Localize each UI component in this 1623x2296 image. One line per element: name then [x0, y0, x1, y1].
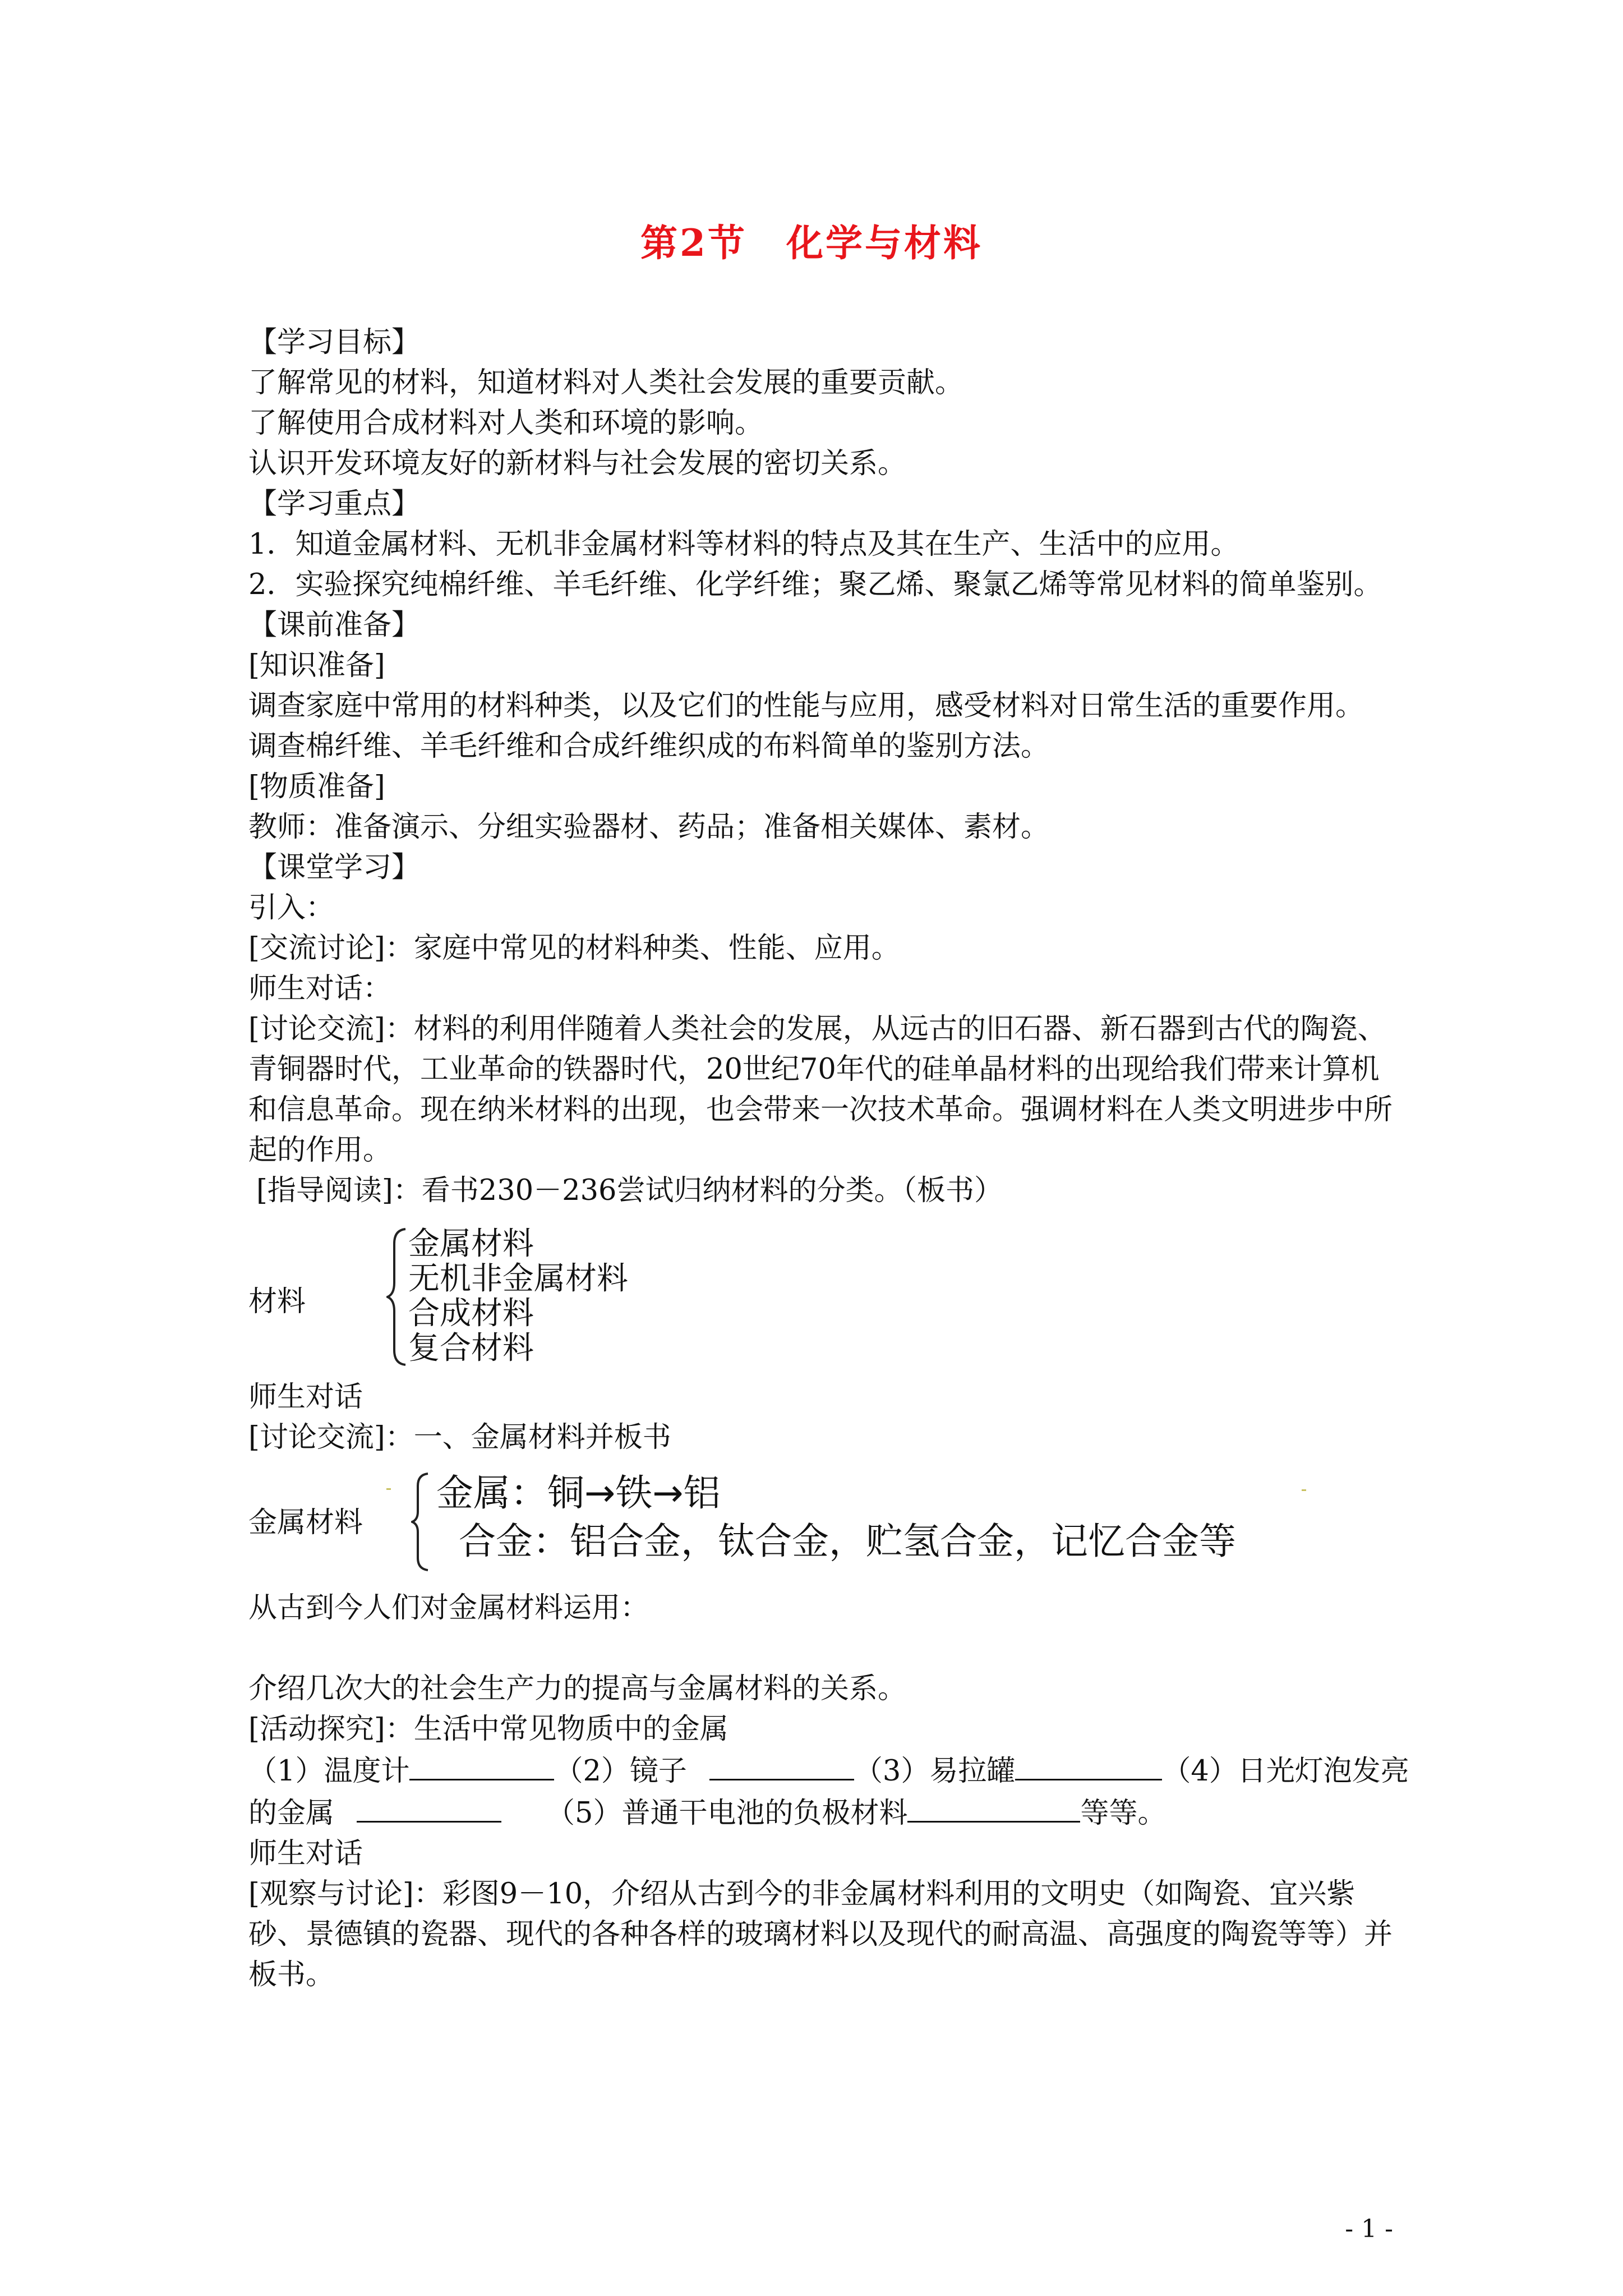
diagram-items	[408, 1227, 628, 1366]
key-item: 2．实验探究纯棉纤维、羊毛纤维、化学纤维；聚乙烯、聚氯乙烯等常见材料的简单鉴别。	[248, 568, 1382, 601]
answer-blank-3[interactable]	[1015, 1750, 1162, 1780]
knowledge-item: 调查家庭中常用的材料种类，以及它们的性能与应用，感受材料对日常生活的重要作用。	[248, 689, 1364, 723]
knowledge-prep-label: [知识准备]	[248, 649, 385, 682]
question-2: （2）镜子	[554, 1755, 687, 1788]
answer-blank-5[interactable]	[907, 1792, 1080, 1823]
knowledge-item: 调查棉纤维、羊毛纤维和合成纤维织成的布料简单的鉴别方法。	[248, 730, 1050, 763]
class-heading: 【课堂学习】	[248, 851, 421, 884]
discussion-1: [交流讨论]：家庭中常见的材料种类、性能、应用。	[248, 932, 900, 965]
answer-blank-1[interactable]	[409, 1750, 554, 1780]
scan-mark	[386, 1488, 391, 1490]
question-1: （1）温度计	[248, 1755, 410, 1788]
observe-discussion: [观察与讨论]：彩图9－10，介绍从古到今的非金属材料利用的文明史（如陶瓷、宜兴紫砂、景德镇的瓷器、现代的各种各样的玻璃材料以及现代的耐高温、高强度的陶瓷等等）并板书。	[248, 1878, 1393, 1991]
dialog-label: 师生对话	[248, 1381, 363, 1414]
answer-blank-4[interactable]	[357, 1792, 501, 1823]
metal-materials-diagram	[248, 1469, 1393, 1581]
diagram-item: 金属材料	[408, 1226, 534, 1262]
discussion-2: [讨论交流]：材料的利用伴随着人类社会的发展，从远古的旧石器、新石器到古代的陶瓷、青铜器时代，工业革命的铁器时代，20世纪70年代的硅单晶材料的出现给我们带来计算机和信息革命。现在纳米材料的出现，也会带来一次技术革命。强调材料在人类文明进步中所起的作用。	[248, 1013, 1393, 1167]
question-4-continued: 的金属	[248, 1797, 335, 1830]
prep-heading: 【课前准备】	[248, 609, 421, 642]
diagram-line-alloys: 合金：铝合金，钛合金，贮氢合金，记忆合金等	[459, 1520, 1236, 1563]
diagram-label: 金属材料	[248, 1506, 363, 1539]
question-5: （5）普通干电池的负极材料	[546, 1797, 908, 1830]
diagram-item: 合成材料	[408, 1295, 534, 1332]
material-prep-label: [物质准备]	[248, 770, 385, 803]
diagram-item: 无机非金属材料	[408, 1260, 628, 1297]
etc-text: 等等。	[1080, 1797, 1166, 1830]
left-brace-icon	[411, 1471, 431, 1572]
goal-item: 认识开发环境友好的新材料与社会发展的密切关系。	[248, 447, 907, 480]
fill-in-questions-row-2	[248, 1792, 1393, 1834]
question-4: （4）日光灯泡发亮	[1162, 1755, 1409, 1788]
teacher-prep: 教师：准备演示、分组实验器材、药品；准备相关媒体、素材。	[248, 811, 1050, 844]
materials-classification-diagram	[248, 1226, 1393, 1372]
intro-line: 介绍几次大的社会生产力的提高与金属材料的关系。	[248, 1672, 907, 1705]
diagram-line-metals: 金属：铜→铁→铝	[436, 1471, 721, 1515]
dialog-label: 师生对话：	[248, 972, 392, 1005]
answer-blank-2[interactable]	[709, 1750, 854, 1780]
goals-heading: 【学习目标】	[248, 326, 421, 359]
page-title: 第2节 化学与材料	[640, 221, 983, 265]
key-item: 1．知道金属材料、无机非金属材料等材料的特点及其在生产、生活中的应用。	[248, 528, 1239, 561]
question-3: （3）易拉罐	[854, 1755, 1016, 1788]
fill-in-questions-row-1	[248, 1750, 1409, 1792]
diagram-items	[436, 1469, 1236, 1566]
key-heading: 【学习重点】	[248, 487, 421, 521]
page-number: - 1 -	[1345, 2215, 1393, 2243]
document-body	[248, 323, 1409, 1995]
scan-mark	[1302, 1489, 1306, 1491]
reading-guide: [指导阅读]：看书230－236尝试归纳材料的分类。（板书）	[256, 1174, 1003, 1207]
discussion-3: [讨论交流]：一、金属材料并板书	[248, 1421, 671, 1454]
blank-line	[248, 1628, 1393, 1669]
diagram-item: 复合材料	[408, 1330, 534, 1366]
left-brace-icon	[386, 1227, 409, 1367]
usage-line: 从古到今人们对金属材料运用：	[248, 1591, 649, 1625]
goal-item: 了解常见的材料，知道材料对人类社会发展的重要贡献。	[248, 366, 964, 399]
diagram-label: 材料	[248, 1285, 306, 1318]
activity-line: [活动探究]：生活中常见物质中的金属	[248, 1713, 728, 1746]
intro-label: 引入：	[248, 891, 335, 924]
goal-item: 了解使用合成材料对人类和环境的影响。	[248, 407, 764, 440]
dialog-label: 师生对话	[248, 1837, 363, 1870]
